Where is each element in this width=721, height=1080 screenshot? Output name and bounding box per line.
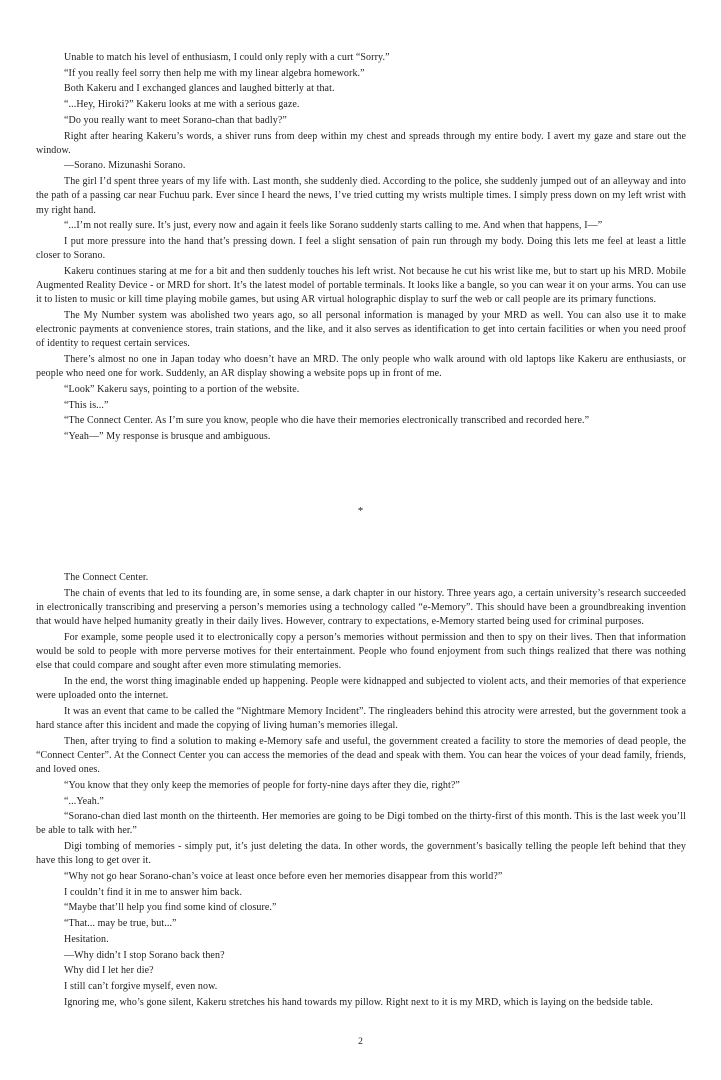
paragraph: “...Yeah.” [64,795,104,807]
paragraph: “This is...” [64,399,109,411]
paragraph: “...Hey, Hiroki?” Kakeru looks at me with a serious gaze. [64,99,300,111]
paragraph: For example, some people used it to electronically copy a person’s memories without permission and then to spy on their lives. Then that information would be sold to people with more perverse motives for their entertainment. People who found enjoyment from such things realized that there was nothing else that could compare and sought after even more stimulating memories. [36,631,686,672]
paragraph: “If you really feel sorry then help me with my linear algebra homework.” [64,67,365,79]
paragraph: The Connect Center. [64,572,149,583]
paragraph: It was an event that came to be called the “Nightmare Memory Incident”. The ringleaders behind this atrocity were arrested, but the government took a hard stance after this incident and made the copying of living human’s memories illegal. [36,705,686,732]
scene-break-asterisk: * [357,505,364,517]
paragraph: I couldn’t find it in me to answer him back. [64,886,243,898]
paragraph: I put more pressure into the hand that’s pressing down. I feel a slight sensation of pain run through my body. Doing this lets me feel at least a little closer to Sorano. [36,235,686,262]
paragraph: Why did I let her die? [64,965,154,977]
paragraph: “Why not go hear Sorano-chan’s voice at least once before even her memories disappear from this world?” [64,871,503,883]
paragraph: “The Connect Center. As I’m sure you know, people who die have their memories electronically transcribed and recorded here.” [64,415,590,427]
paragraph: “You know that they only keep the memories of people for forty-nine days after they die, right?” [64,779,460,791]
page-number: 2 [358,1037,363,1047]
paragraph: Digi tombing of memories - simply put, it’s just deleting the data. In other words, the government’s basically telling the people left behind that they have this long to get over it. [36,841,686,867]
text-section-after-break [36,571,686,1010]
paragraph: “Maybe that’ll help you find some kind of closure.” [64,902,277,914]
text-section-before-break [36,51,686,444]
paragraph: “Look” Kakeru says, pointing to a portion of the website. [64,383,300,395]
paragraph: —Sorano. Mizunashi Sorano. [64,160,186,172]
paragraph: Both Kakeru and I exchanged glances and laughed bitterly at that. [64,83,335,95]
paragraph: Right after hearing Kakeru’s words, a shiver runs from deep within my chest and spreads through my entire body. I avert my gaze and stare out the window. [36,130,686,156]
paragraph: The girl I’d spent three years of my life with. Last month, she suddenly died. According to the police, she suddenly jumped out of an alleyway and into the path of a passing car near Fuchuu park. Ever since I heard the news, I’ve tried cutting my wrists multiple times. I simply press down on my left wrist with my right hand. [36,176,686,216]
paragraph: The My Number system was abolished two years ago, so all personal information is managed by your MRD as well. You can also use it to make electronic payments at convenience stores, train stations, and the like, and it also serves as identification to get into certain facilities or when you need proof of identity to request certain services. [36,309,686,350]
paragraph: “...I’m not really sure. It’s just, every now and again it feels like Sorano suddenly starts calling to me. And when that happens, I—” [64,220,603,232]
paragraph: Then, after trying to find a solution to making e-Memory safe and useful, the government created a facility to store the memories of dead people, the “Connect Center”. At the Connect Center you can access the memories of the dead and speak with them. You can hear the voices of your dead family, friends, and loved ones. [36,735,686,776]
paragraph: The chain of events that led to its founding are, in some sense, a dark chapter in our history. Three years ago, a certain university’s research succeeded in electronically transcribing and preserving a person’s memories using a technology called “e-Memory”. This should have been a groundbreaking invention that would have helped humanity greatly in their daily lives. However, contrary to expectations, e-Memory started being used for criminal purposes. [36,587,686,628]
paragraph: In the end, the worst thing imaginable ended up happening. People were kidnapped and subjected to violent acts, and their memories of that experience were uploaded onto the internet. [36,675,686,702]
paragraph: I still can’t forgive myself, even now. [64,980,218,992]
paragraph: Ignoring me, who’s gone silent, Kakeru stretches his hand towards my pillow. Right next to it is my MRD, which is laying on the bedside table. [64,996,654,1008]
paragraph: “Yeah—” My response is brusque and ambiguous. [64,431,271,443]
paragraph: Hesitation. [64,933,109,945]
paragraph: Kakeru continues staring at me for a bit and then suddenly touches his left wrist. Not because he cut his wrist like me, but to start up his MRD. Mobile Augmented Reality Device - or MRD for short. It’s the latest model of portable terminals. It looks like a bangle, so you can wear it on your arms. You can use it to listen to music or kill time playing mobile games, but using AR virtual holographic display to surf the web or call people are its primary functions. [36,265,686,306]
paragraph: —Why didn’t I stop Sorano back then? [64,949,225,961]
paragraph: “That... may be true, but...” [64,918,177,930]
paragraph: “Do you really want to meet Sorano-chan that badly?” [64,114,287,126]
paragraph: “Sorano-chan died last month on the thirteenth. Her memories are going to be Digi tombed on the thirty-first of this month. This is the last week you’ll be able to talk with her.” [36,811,686,837]
paragraph: Unable to match his level of enthusiasm, I could only reply with a curt “Sorry.” [64,52,390,63]
paragraph: There’s almost no one in Japan today who doesn’t have an MRD. The only people who walk around with old laptops like Kakeru are enthusiasts, or people who need one for work. Suddenly, an AR display showing a website pops up in front of me. [36,354,686,380]
